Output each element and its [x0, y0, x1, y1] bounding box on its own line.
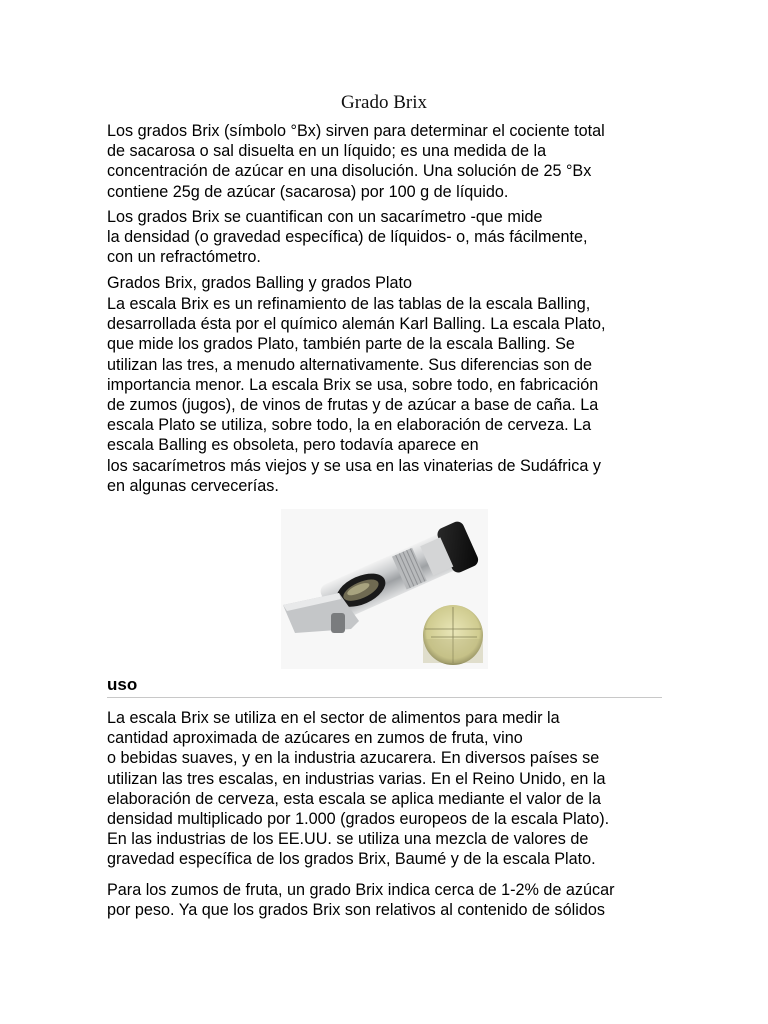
text-line: de zumos (jugos), de vinos de frutas y de azúcar a base de caña. La — [107, 396, 599, 415]
section-heading: uso — [107, 675, 138, 694]
text-line: los sacarímetros más viejos y se usa en las vinaterias de Sudáfrica y — [107, 456, 601, 475]
text-line: En las industrias de los EE.UU. se utiliza una mezcla de valores de — [107, 830, 589, 849]
fruit-paragraph — [107, 880, 667, 920]
uso-paragraph — [107, 708, 667, 870]
text-line: desarrollada ésta por el químico alemán Karl Balling. La escala Plato, — [107, 315, 606, 334]
text-line: cantidad aproximada de azúcares en zumos de fruta, vino — [107, 729, 523, 748]
measure-paragraph — [107, 207, 667, 268]
text-line: Los grados Brix se cuantifican con un sacarímetro -que mide — [107, 208, 543, 226]
text-line: Los grados Brix (símbolo °Bx) sirven para determinar el cociente total — [107, 122, 605, 140]
text-line: La escala Brix se utiliza en el sector de alimentos para medir la — [107, 709, 560, 727]
text-line: o bebidas suaves, y en la industria azucarera. En diversos países se — [107, 749, 600, 768]
text-line: en algunas cervecerías. — [107, 476, 279, 495]
text-line: escala Plato se utiliza, sobre todo, la en elaboración de cerveza. La — [107, 416, 592, 435]
scales-paragraph — [107, 294, 667, 496]
intro-paragraph — [107, 121, 667, 202]
subheading: Grados Brix, grados Balling y grados Plato — [107, 274, 413, 292]
text-line: de sacarosa o sal disuelta en un líquido; es una medida de la — [107, 142, 547, 161]
text-line: contiene 25g de azúcar (sacarosa) por 100 g de líquido. — [107, 182, 509, 201]
refractometer-image — [281, 509, 488, 669]
text-line: la densidad (o gravedad específica) de líquidos- o, más fácilmente, — [107, 228, 588, 247]
text-line: utilizan las tres, a menudo alternativamente. Sus diferencias son de — [107, 355, 592, 374]
section-divider — [107, 697, 662, 698]
text-line: La escala Brix es un refinamiento de las tablas de la escala Balling, — [107, 295, 591, 313]
text-line: utilizan las tres escalas, en industrias varias. En el Reino Unido, en la — [107, 769, 606, 788]
text-line: gravedad específica de los grados Brix, Baumé y de la escala Plato. — [107, 850, 596, 869]
text-line: importancia menor. La escala Brix se usa, sobre todo, en fabricación — [107, 375, 599, 394]
text-line: por peso. Ya que los grados Brix son relativos al contenido de sólidos — [107, 901, 605, 920]
text-line: elaboración de cerveza, esta escala se aplica mediante el valor de la — [107, 789, 602, 808]
text-line: Para los zumos de fruta, un grado Brix indica cerca de 1-2% de azúcar — [107, 881, 615, 899]
text-line: que mide los grados Plato, también parte de la escala Balling. Se — [107, 335, 575, 354]
text-line: con un refractómetro. — [107, 248, 261, 267]
text-line: concentración de azúcar en una disolución. Una solución de 25 °Bx — [107, 162, 592, 181]
text-line: densidad multiplicado por 1.000 (grados europeos de la escala Plato). — [107, 810, 610, 829]
text-line: escala Balling es obsoleta, pero todavía aparece en — [107, 436, 479, 455]
page-title: Grado Brix — [340, 92, 427, 113]
